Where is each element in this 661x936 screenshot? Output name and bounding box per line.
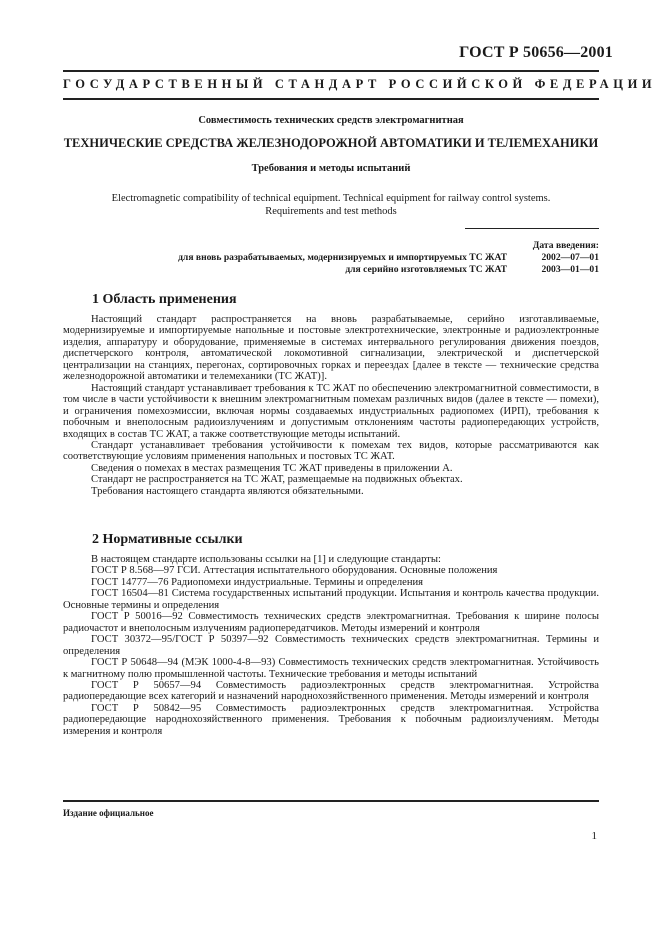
- document-subtitle: Требования и методы испытаний: [251, 163, 411, 174]
- date-row-value: 2002—07—01: [541, 252, 599, 263]
- date-row-label: для вновь разрабатываемых, модернизируемых и импортируемых ТС ЖАТ: [178, 252, 507, 263]
- english-title-line-1: Electromagnetic compatibility of technical equipment. Technical equipment for railway control systems.: [111, 193, 551, 204]
- paragraph: Требования настоящего стандарта являются обязательными.: [91, 485, 364, 497]
- date-row-label: для серийно изготовляемых ТС ЖАТ: [345, 264, 507, 275]
- header-rule-top: [63, 70, 599, 72]
- section-1-heading: 1 Область применения: [92, 292, 237, 307]
- dates-heading: Дата введения:: [532, 240, 599, 251]
- paragraph: ГОСТ Р 50016—92 Совместимость технических средств электромагнитная. Требования к ширине полосы радиочастот и внеполосным излучениям радиопередатчиков. Методы измерений и контроля: [63, 611, 599, 634]
- paragraph: Стандарт не распространяется на ТС ЖАТ, размещаемые на подвижных объектах.: [91, 474, 463, 486]
- document-title: ТЕХНИЧЕСКИЕ СРЕДСТВА ЖЕЛЕЗНОДОРОЖНОЙ АВТОМАТИКИ И ТЕЛЕМЕХАНИКИ: [63, 136, 599, 150]
- paragraph: Сведения о помехах в местах размещения ТС ЖАТ приведены в приложении А.: [91, 462, 453, 474]
- paragraph: В настоящем стандарте использованы ссылки на [1] и следующие стандарты:: [91, 554, 441, 565]
- section-1-body: [63, 314, 599, 497]
- english-title-line-2: Requirements and test methods: [265, 205, 397, 217]
- official-edition-label: Издание официальное: [63, 808, 154, 818]
- header-rule-bottom: [63, 98, 599, 100]
- date-row: [150, 252, 599, 264]
- paragraph: ГОСТ 16504—81 Система государственных испытаний продукции. Испытания и контроль качества продукции. Основные термины и определения: [63, 588, 599, 611]
- document-code: ГОСТ Р 50656—2001: [459, 44, 613, 61]
- paragraph: ГОСТ Р 50648—94 (МЭК 1000-4-8—93) Совместимость технических средств электромагнитная. Устойчивость к магнитному полю промышленной частоты. Технические требования и методы испытаний: [63, 657, 599, 680]
- page-number: 1: [591, 830, 597, 842]
- paragraph: ГОСТ Р 50842—95 Совместимость радиоэлектронных средств электромагнитная. Устройства радиопередающие народнохозяйственного применения. Требования к побочным радиоизлучениям. Методы измерения и контроля: [63, 702, 599, 737]
- paragraph: Настоящий стандарт устанавливает требования к ТС ЖАТ по обеспечению электромагнитной совместимости, в том числе в части устойчивости к внешним электромагнитным помехам различных видов (далее в тексте — помехи), и ограничения помехоэмиссии, включая нормы создаваемых индустриальных радиопомех (ИРП), требования к побочным и внеполосным радиоизлучениям и допустимым отклонениям частоты радиопередающих устройств, входящих в состав ТС ЖАТ, а также соответствующие методы испытаний.: [63, 382, 599, 440]
- footer-rule: [63, 800, 599, 802]
- state-standard-banner: ГОСУДАРСТВЕННЫЙ СТАНДАРТ РОССИЙСКОЙ ФЕДЕРАЦИИ: [63, 77, 657, 91]
- date-row-value: 2003—01—01: [541, 264, 599, 275]
- paragraph: Настоящий стандарт распространяется на вновь разрабатываемые, серийно изготавливаемые, модернизируемые и импортируемые напольные и постовые электротехнические, электронные и радиоэлектронные изделия, аппаратуру и оборудование, применяемые в системах интервального регулирования движения поездов, диспетчерского контроля, автоматической локомотивной сигнализации, электрической и диспетчерской централизации на станциях, перегонах, сортировочных горках и переездах [далее в тексте — технические средства железнодорожной автоматики и телемеханики (ТС ЖАТ)].: [63, 314, 599, 383]
- paragraph: ГОСТ 30372—95/ГОСТ Р 50397—92 Совместимость технических средств электромагнитная. Термины и определения: [63, 634, 599, 657]
- paragraph: ГОСТ 14777—76 Радиопомехи индустриальные. Термины и определения: [91, 576, 424, 588]
- paragraph: ГОСТ Р 50657—94 Совместимость радиоэлектронных средств электромагнитная. Устройства радиопередающие всех категорий и назначений народнохозяйственного применения. Методы измерений и контроля: [63, 679, 599, 703]
- dates-rule: [465, 228, 599, 229]
- pretitle: Совместимость технических средств электромагнитная: [198, 115, 464, 126]
- section-2-heading: 2 Нормативные ссылки: [92, 532, 243, 547]
- introduction-dates: [150, 240, 599, 276]
- paragraph: Стандарт устанавливает требования устойчивости к помехам тех видов, которые рассматриваются как соответствующие условиям применения напольных и постовых ТС ЖАТ.: [63, 439, 599, 463]
- date-row: [150, 264, 599, 276]
- english-title: [63, 193, 599, 218]
- paragraph: ГОСТ Р 8.568—97 ГСИ. Аттестация испытательного оборудования. Основные положения: [91, 565, 498, 577]
- section-2-body: [63, 554, 599, 737]
